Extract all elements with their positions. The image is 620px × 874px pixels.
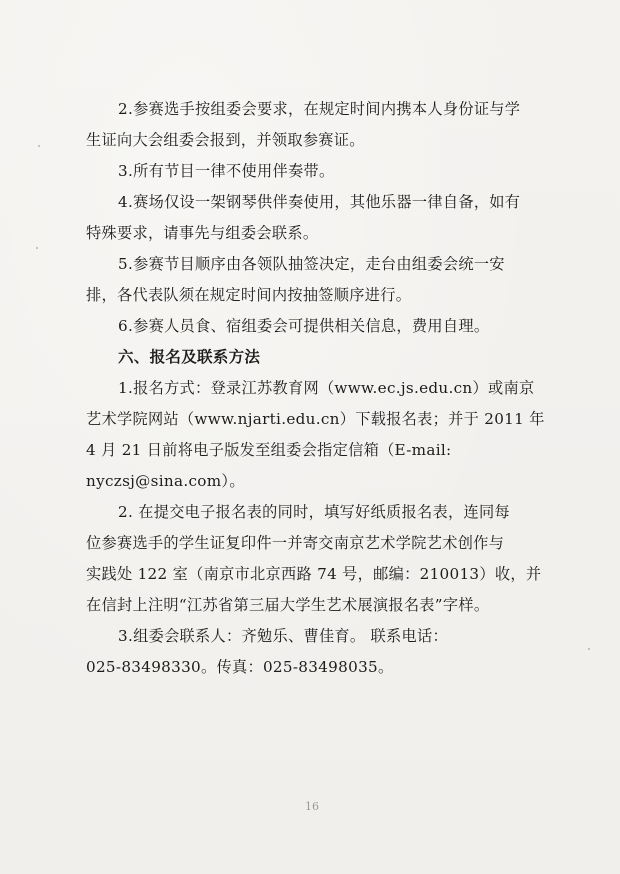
- item-5-line-1: 5.参赛节目顺序由各领队抽签决定，走台由组委会统一安: [118, 255, 505, 273]
- scan-speck: [38, 145, 40, 147]
- section-item-2-line-3: 实践处 122 室（南京市北京西路 74 号，邮编：210013）收，并: [86, 565, 542, 583]
- item-6-line-1: 6.参赛人员食、宿组委会可提供相关信息，费用自理。: [118, 317, 490, 335]
- section-heading-text: 六、报名及联系方法: [118, 348, 261, 366]
- section-item-1-line-3: 4 月 21 日前将电子版发至组委会指定信箱（E-mail:: [86, 441, 452, 459]
- scan-speck: [36, 247, 38, 249]
- section-heading: [86, 342, 558, 373]
- section-item-3-line-1: 3.组委会联系人：齐勉乐、曹佳育。 联系电话：: [118, 627, 448, 645]
- item-2-line-2: 生证向大会组委会报到，并领取参赛证。: [86, 131, 365, 149]
- section-item-3-line-2: 025-83498330。传真：025-83498035。: [86, 658, 394, 676]
- section-item-1: [86, 373, 558, 497]
- item-4-line-2: 特殊要求，请事先与组委会联系。: [86, 224, 319, 242]
- section-item-2-line-2: 位参赛选手的学生证复印件一并寄交南京艺术学院艺术创作与: [86, 534, 505, 552]
- item-3-line-1: 3.所有节目一律不使用伴奏带。: [118, 162, 335, 180]
- section-item-1-line-1: 1.报名方式：登录江苏教育网（www.ec.js.edu.cn）或南京: [118, 379, 535, 397]
- section-item-3: [86, 621, 558, 683]
- section-item-1-line-2: 艺术学院网站（www.njarti.edu.cn）下载报名表；并于 2011 年: [86, 410, 545, 428]
- item-5-line-2: 排，各代表队须在规定时间内按抽签顺序进行。: [86, 286, 412, 304]
- section-item-2-line-4: 在信封上注明“江苏省第三届大学生艺术展演报名表”字样。: [86, 596, 490, 614]
- section-item-2: [86, 497, 558, 621]
- item-2-line-1: 2.参赛选手按组委会要求，在规定时间内携本人身份证与学: [118, 100, 521, 118]
- item-4-line-1: 4.赛场仅设一架钢琴供伴奏使用，其他乐器一律自备，如有: [118, 193, 521, 211]
- section-item-1-line-4: nyczsj@sina.com）。: [86, 472, 245, 490]
- section-item-2-line-1: 2. 在提交电子报名表的同时，填写好纸质报名表，连同每: [118, 503, 510, 521]
- page-number: 16: [305, 800, 319, 813]
- item-5: [86, 249, 558, 311]
- item-6: [86, 311, 558, 342]
- scan-speck: [588, 648, 590, 650]
- item-4: [86, 187, 558, 249]
- item-3: [86, 156, 558, 187]
- item-2: [86, 94, 558, 156]
